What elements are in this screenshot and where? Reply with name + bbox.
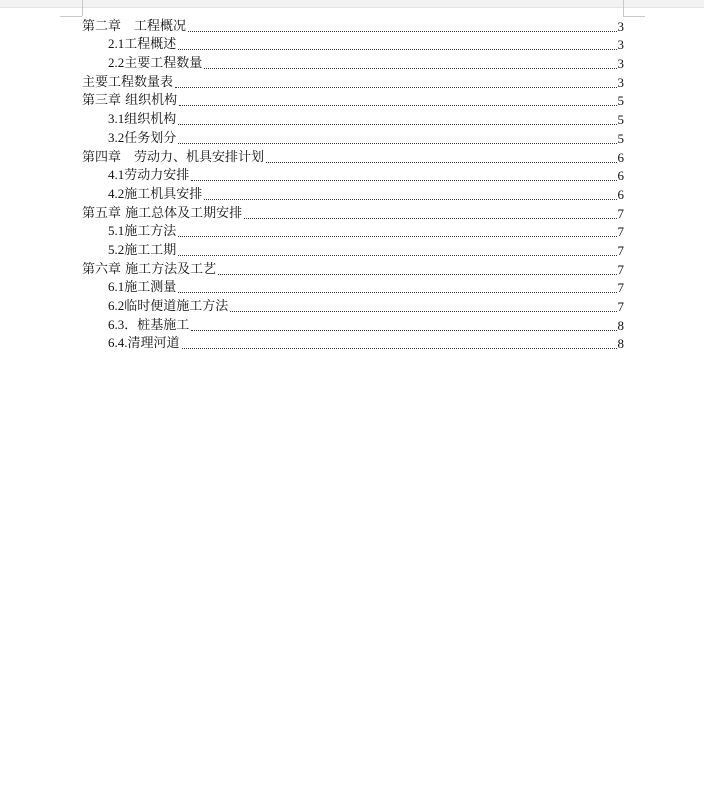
- toc-entry-title: 第五章 施工总体及工期安排: [82, 205, 243, 221]
- toc-page-number: 3: [617, 37, 624, 53]
- crop-mark-top-left: [60, 16, 82, 17]
- toc-dot-leader: [178, 124, 616, 125]
- toc-dot-leader: [204, 68, 616, 69]
- toc-entry-number: 3.1: [108, 111, 125, 127]
- table-of-contents: [82, 16, 624, 352]
- toc-entry-number: 4.2: [108, 185, 125, 201]
- crop-mark-top-right: [623, 0, 624, 16]
- toc-entry-title: 第三章 组织机构: [82, 93, 178, 109]
- toc-entry-6-3[interactable]: [82, 315, 624, 334]
- toc-page-number: 6: [617, 186, 624, 202]
- toc-entry-number: 2.2: [108, 55, 125, 71]
- toc-page-number: 7: [617, 299, 624, 314]
- toc-entry-number: 5.2: [108, 241, 125, 257]
- toc-page-number: 3: [617, 18, 624, 34]
- toc-page-number: 8: [617, 317, 624, 333]
- toc-entry-title: 主要工程数量表: [82, 74, 174, 90]
- toc-entry-title: [108, 317, 189, 334]
- toc-entry-text: 临时便道施工方法: [124, 299, 229, 314]
- toc-entry-number: 4.1: [108, 167, 125, 183]
- toc-page-number: 6: [617, 149, 624, 165]
- toc-entry-chapter-5[interactable]: [82, 203, 624, 222]
- toc-dot-leader: [218, 274, 616, 275]
- toc-entry-chapter-3[interactable]: [82, 91, 624, 110]
- toc-entry-title: 第二章 工程概况: [82, 18, 187, 34]
- toc-entry-title: [108, 55, 202, 72]
- toc-dot-leader: [178, 49, 616, 50]
- toc-entry-title: [108, 36, 176, 53]
- toc-entry-4-2[interactable]: [82, 184, 624, 203]
- toc-entry-5-2[interactable]: [82, 240, 624, 259]
- toc-entry-text: 任务划分: [124, 130, 177, 146]
- toc-page-number: 5: [617, 93, 624, 109]
- toc-entry-title: [108, 186, 202, 203]
- toc-entry-text: 桩基施工: [137, 317, 190, 333]
- toc-page-number: 7: [617, 224, 624, 240]
- toc-entry-title: 第六章 施工方法及工艺: [82, 261, 217, 277]
- toc-dot-leader: [188, 31, 616, 32]
- toc-entry-6-1[interactable]: [82, 278, 624, 297]
- toc-dot-leader: [178, 255, 616, 256]
- toc-entry-3-2[interactable]: [82, 128, 624, 147]
- toc-entry-number: 2.1: [108, 36, 125, 52]
- toc-entry-5-1[interactable]: [82, 222, 624, 241]
- toc-entry-chapter-4[interactable]: [82, 147, 624, 166]
- toc-entry-text: 清理河道: [127, 336, 180, 352]
- toc-dot-leader: [191, 330, 616, 331]
- toc-dot-leader: [175, 87, 616, 88]
- toc-dot-leader: [182, 348, 617, 349]
- toc-dot-leader: [178, 292, 616, 293]
- toc-entry-text: 工程概述: [124, 37, 177, 53]
- crop-mark-top-right: [623, 16, 645, 17]
- toc-entry-text: 主要工程数量: [124, 56, 203, 72]
- toc-dot-leader: [244, 218, 616, 219]
- toc-entry-title: [108, 242, 176, 259]
- crop-mark-top-left: [82, 0, 83, 16]
- toc-entry-6-2[interactable]: [82, 296, 624, 315]
- toc-page-number: 3: [617, 56, 624, 72]
- toc-entry-2-1[interactable]: [82, 35, 624, 54]
- toc-dot-leader: [204, 199, 616, 200]
- toc-dot-leader: [191, 180, 616, 181]
- toc-entry-quantity-table[interactable]: [82, 72, 624, 91]
- toc-page-number: 6: [617, 168, 624, 184]
- toc-entry-title: [108, 223, 176, 240]
- toc-page-number: 7: [617, 280, 624, 296]
- toc-entry-number: 6.2: [108, 298, 125, 313]
- toc-page-number: 8: [617, 336, 624, 352]
- toc-page-number: 7: [617, 261, 624, 277]
- toc-entry-title: [108, 130, 176, 147]
- toc-entry-text: 施工测量: [124, 280, 177, 296]
- toc-entry-number: 6.4.: [108, 335, 128, 351]
- toc-dot-leader: [178, 143, 616, 144]
- toc-entry-text: 施工方法: [124, 224, 177, 240]
- toc-entry-4-1[interactable]: [82, 166, 624, 185]
- toc-entry-number: 6.3．: [108, 316, 138, 332]
- toc-entry-text: 施工机具安排: [124, 186, 203, 202]
- toc-entry-3-1[interactable]: [82, 109, 624, 128]
- toc-entry-title: [108, 167, 189, 184]
- toc-page-number: 7: [617, 242, 624, 258]
- toc-entry-text: 劳动力安排: [124, 168, 190, 184]
- toc-entry-title: 第四章 劳动力、机具安排计划: [82, 149, 265, 165]
- toc-entry-number: 5.1: [108, 223, 125, 239]
- toc-entry-number: 6.1: [108, 279, 125, 295]
- toc-dot-leader: [230, 311, 616, 312]
- toc-entry-number: 3.2: [108, 129, 125, 145]
- toc-entry-text: 组织机构: [124, 112, 177, 128]
- toc-entry-title: [108, 335, 180, 352]
- toc-dot-leader: [266, 162, 616, 163]
- toc-entry-6-4[interactable]: [82, 334, 624, 353]
- toc-entry-text: 施工工期: [124, 242, 177, 258]
- toc-page-number: 7: [617, 205, 624, 221]
- toc-dot-leader: [179, 105, 616, 106]
- toc-entry-title: [108, 111, 176, 128]
- toc-entry-title: [108, 279, 176, 296]
- toc-page-number: 3: [617, 74, 624, 90]
- toc-entry-chapter-2[interactable]: [82, 16, 624, 35]
- toc-page-number: 5: [617, 130, 624, 146]
- toc-page-number: 5: [617, 112, 624, 128]
- ruler-bar: [0, 0, 704, 8]
- toc-entry-chapter-6[interactable]: [82, 259, 624, 278]
- toc-entry-title: [108, 298, 228, 315]
- toc-dot-leader: [178, 236, 616, 237]
- toc-entry-2-2[interactable]: [82, 53, 624, 72]
